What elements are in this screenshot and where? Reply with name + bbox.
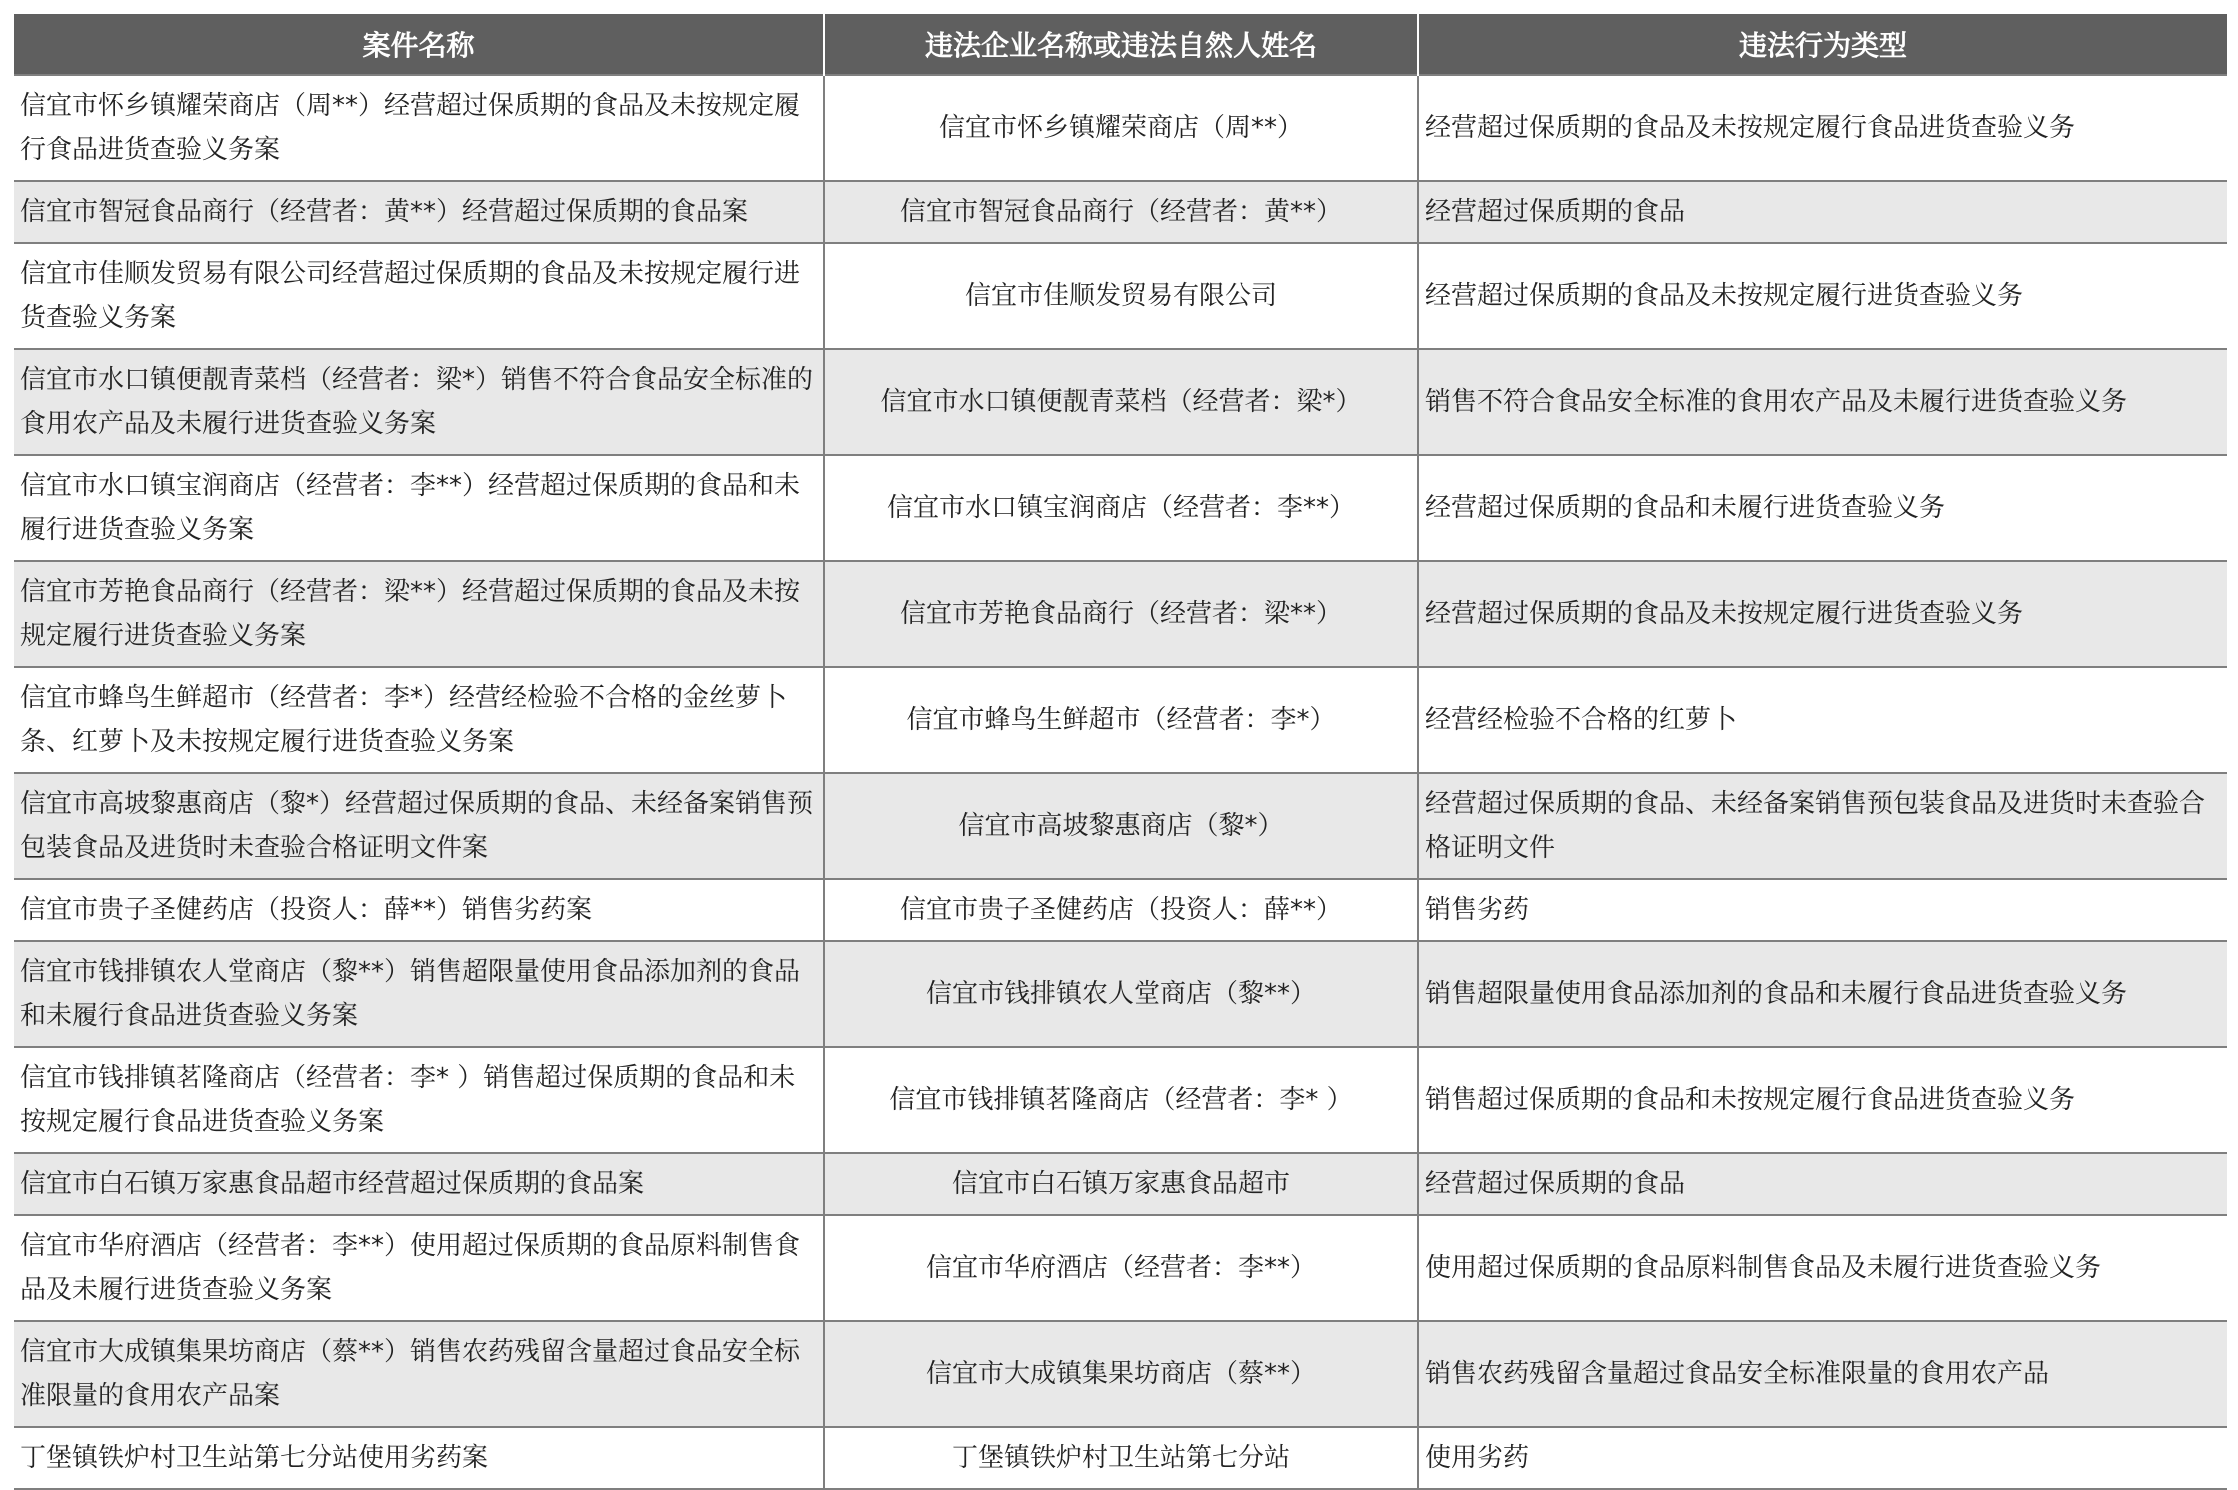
column-header-case-name: 案件名称 — [14, 14, 824, 75]
violator-name-cell: 信宜市智冠食品商行（经营者：黄**） — [824, 181, 1418, 243]
header-row — [14, 14, 2227, 75]
case-name-cell: 信宜市智冠食品商行（经营者：黄**）经营超过保质期的食品案 — [14, 181, 824, 243]
table-row — [14, 879, 2227, 941]
violation-type-cell: 销售不符合食品安全标准的食用农产品及未履行进货查验义务 — [1418, 349, 2227, 455]
penalty-table-container — [14, 14, 2227, 1490]
violator-name-cell: 信宜市贵子圣健药店（投资人：薛**） — [824, 879, 1418, 941]
violation-type-cell: 经营经检验不合格的红萝卜 — [1418, 667, 2227, 773]
table-row — [14, 349, 2227, 455]
violation-type-cell: 销售劣药 — [1418, 879, 2227, 941]
table-row — [14, 941, 2227, 1047]
penalty-table — [14, 14, 2227, 1490]
case-name-cell: 信宜市高坡黎惠商店（黎*）经营超过保质期的食品、未经备案销售预包装食品及进货时未查验合格证明文件案 — [14, 773, 824, 879]
table-row — [14, 243, 2227, 349]
case-name-cell: 信宜市怀乡镇耀荣商店（周**）经营超过保质期的食品及未按规定履行食品进货查验义务案 — [14, 75, 824, 181]
table-row — [14, 561, 2227, 667]
violator-name-cell: 信宜市芳艳食品商行（经营者：梁**） — [824, 561, 1418, 667]
column-header-violation-type: 违法行为类型 — [1418, 14, 2227, 75]
case-name-cell: 信宜市白石镇万家惠食品超市经营超过保质期的食品案 — [14, 1153, 824, 1215]
violation-type-cell: 经营超过保质期的食品和未履行进货查验义务 — [1418, 455, 2227, 561]
violation-type-cell: 经营超过保质期的食品及未按规定履行食品进货查验义务 — [1418, 75, 2227, 181]
violator-name-cell: 信宜市水口镇便靓青菜档（经营者：梁*） — [824, 349, 1418, 455]
table-body — [14, 75, 2227, 1489]
table-row — [14, 1427, 2227, 1489]
violator-name-cell: 信宜市钱排镇农人堂商店（黎**） — [824, 941, 1418, 1047]
case-name-cell: 信宜市钱排镇茗隆商店（经营者：李* ）销售超过保质期的食品和未按规定履行食品进货查验义务案 — [14, 1047, 824, 1153]
violation-type-cell: 经营超过保质期的食品、未经备案销售预包装食品及进货时未查验合格证明文件 — [1418, 773, 2227, 879]
violation-type-cell: 销售农药残留含量超过食品安全标准限量的食用农产品 — [1418, 1321, 2227, 1427]
table-row — [14, 181, 2227, 243]
table-row — [14, 455, 2227, 561]
violation-type-cell: 使用劣药 — [1418, 1427, 2227, 1489]
case-name-cell: 信宜市水口镇宝润商店（经营者：李**）经营超过保质期的食品和未履行进货查验义务案 — [14, 455, 824, 561]
violation-type-cell: 销售超限量使用食品添加剂的食品和未履行食品进货查验义务 — [1418, 941, 2227, 1047]
case-name-cell: 信宜市佳顺发贸易有限公司经营超过保质期的食品及未按规定履行进货查验义务案 — [14, 243, 824, 349]
violator-name-cell: 信宜市蜂鸟生鲜超市（经营者：李*） — [824, 667, 1418, 773]
table-row — [14, 75, 2227, 181]
violator-name-cell: 信宜市高坡黎惠商店（黎*） — [824, 773, 1418, 879]
violator-name-cell: 信宜市白石镇万家惠食品超市 — [824, 1153, 1418, 1215]
table-row — [14, 1215, 2227, 1321]
table-row — [14, 1047, 2227, 1153]
violator-name-cell: 丁堡镇铁炉村卫生站第七分站 — [824, 1427, 1418, 1489]
violation-type-cell: 经营超过保质期的食品及未按规定履行进货查验义务 — [1418, 243, 2227, 349]
table-row — [14, 1153, 2227, 1215]
case-name-cell: 信宜市贵子圣健药店（投资人：薛**）销售劣药案 — [14, 879, 824, 941]
case-name-cell: 信宜市大成镇集果坊商店（蔡**）销售农药残留含量超过食品安全标准限量的食用农产品案 — [14, 1321, 824, 1427]
table-row — [14, 773, 2227, 879]
table-header — [14, 14, 2227, 75]
case-name-cell: 信宜市华府酒店（经营者：李**）使用超过保质期的食品原料制售食品及未履行进货查验义务案 — [14, 1215, 824, 1321]
table-row — [14, 1321, 2227, 1427]
violation-type-cell: 经营超过保质期的食品 — [1418, 181, 2227, 243]
violation-type-cell: 使用超过保质期的食品原料制售食品及未履行进货查验义务 — [1418, 1215, 2227, 1321]
case-name-cell: 信宜市芳艳食品商行（经营者：梁**）经营超过保质期的食品及未按规定履行进货查验义务案 — [14, 561, 824, 667]
violator-name-cell: 信宜市佳顺发贸易有限公司 — [824, 243, 1418, 349]
violator-name-cell: 信宜市怀乡镇耀荣商店（周**） — [824, 75, 1418, 181]
column-header-violator-name: 违法企业名称或违法自然人姓名 — [824, 14, 1418, 75]
violation-type-cell: 销售超过保质期的食品和未按规定履行食品进货查验义务 — [1418, 1047, 2227, 1153]
case-name-cell: 丁堡镇铁炉村卫生站第七分站使用劣药案 — [14, 1427, 824, 1489]
violation-type-cell: 经营超过保质期的食品及未按规定履行进货查验义务 — [1418, 561, 2227, 667]
table-row — [14, 667, 2227, 773]
violator-name-cell: 信宜市水口镇宝润商店（经营者：李**） — [824, 455, 1418, 561]
violator-name-cell: 信宜市大成镇集果坊商店（蔡**） — [824, 1321, 1418, 1427]
violator-name-cell: 信宜市钱排镇茗隆商店（经营者：李* ） — [824, 1047, 1418, 1153]
case-name-cell: 信宜市蜂鸟生鲜超市（经营者：李*）经营经检验不合格的金丝萝卜条、红萝卜及未按规定履行进货查验义务案 — [14, 667, 824, 773]
violation-type-cell: 经营超过保质期的食品 — [1418, 1153, 2227, 1215]
violator-name-cell: 信宜市华府酒店（经营者：李**） — [824, 1215, 1418, 1321]
case-name-cell: 信宜市水口镇便靓青菜档（经营者：梁*）销售不符合食品安全标准的食用农产品及未履行进货查验义务案 — [14, 349, 824, 455]
case-name-cell: 信宜市钱排镇农人堂商店（黎**）销售超限量使用食品添加剂的食品和未履行食品进货查验义务案 — [14, 941, 824, 1047]
